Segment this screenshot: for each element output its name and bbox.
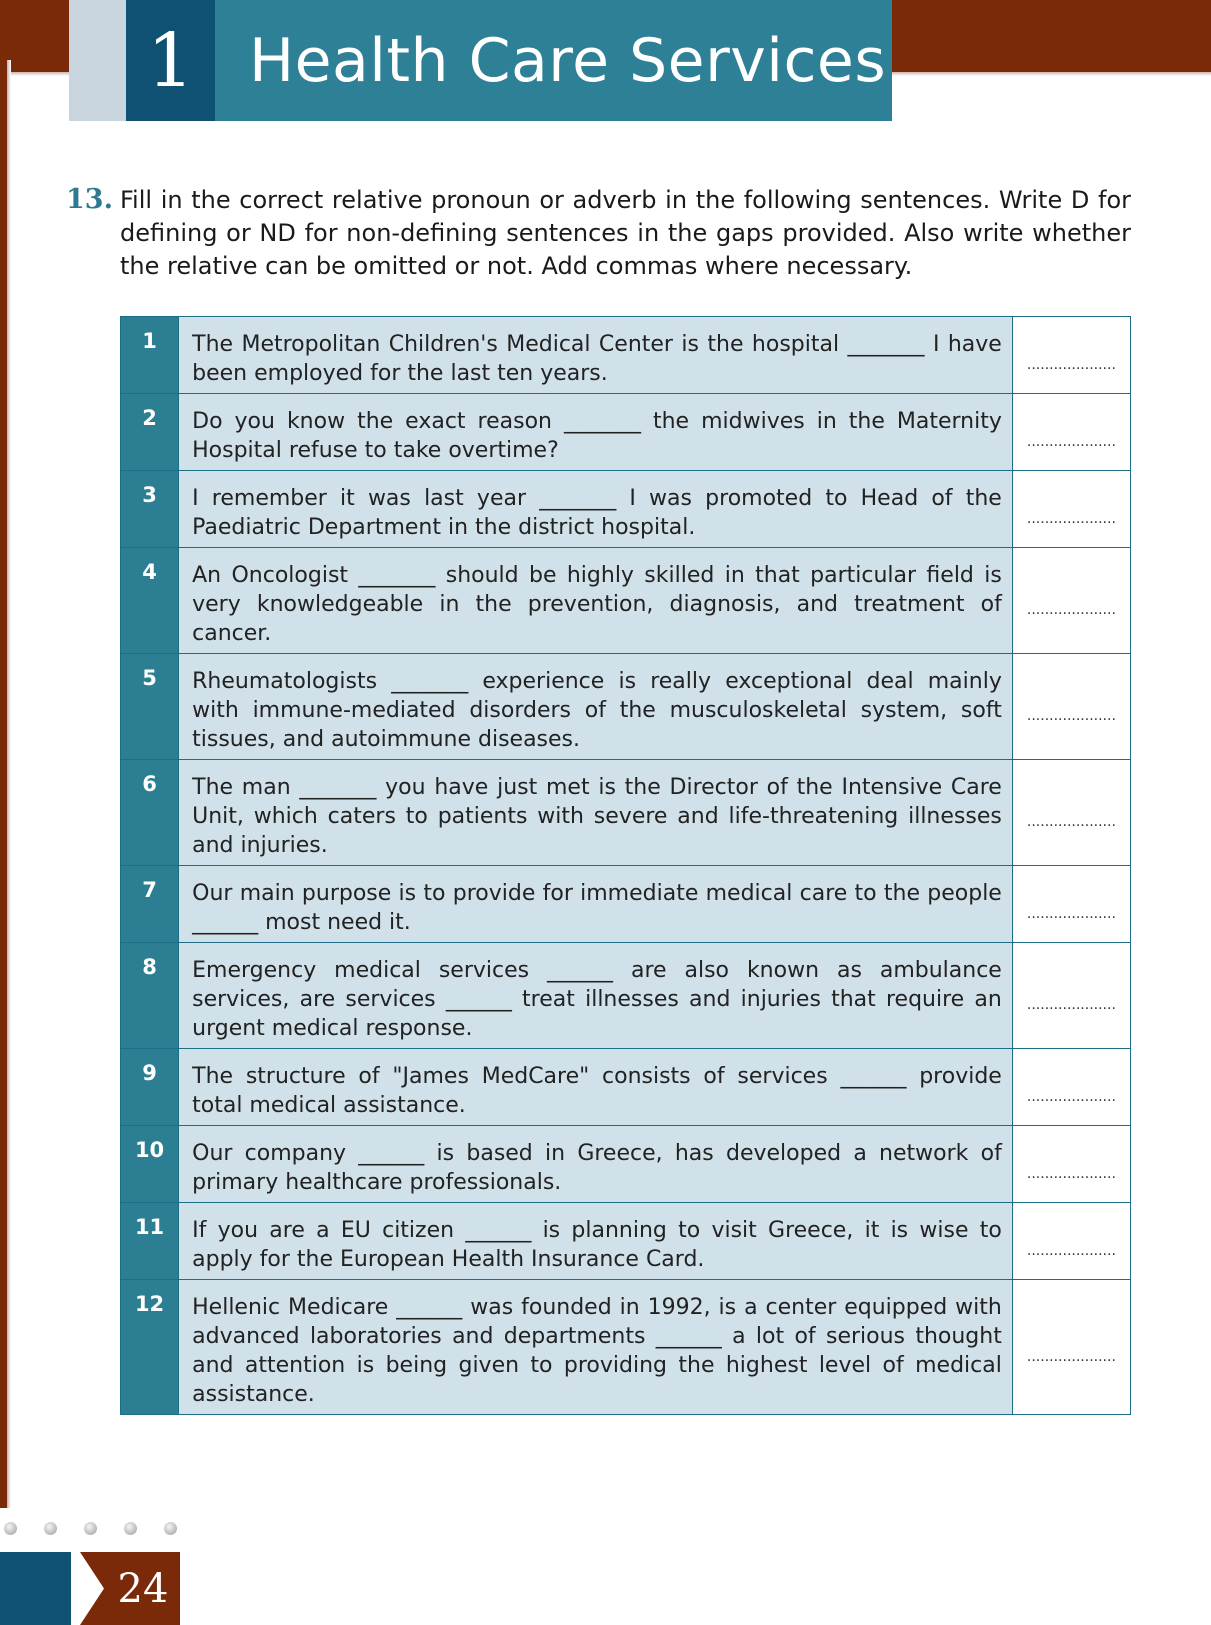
table-row [121, 866, 1131, 943]
answer-field[interactable] [1012, 1203, 1130, 1280]
row-number: 6 [121, 760, 179, 866]
answer-dots: .................... [1026, 356, 1116, 373]
header-accent-block [69, 0, 126, 121]
answer-field[interactable] [1012, 394, 1130, 471]
table-row [121, 654, 1131, 760]
instructions-text: Fill in the correct relative pronoun or adverb in the following sentences. Write D for defining or ND for non-defining sentences in the gaps provided. Also write whether the relative can be omitted or not. Add commas where necessary. [120, 186, 1131, 280]
unit-number: 1 [126, 0, 215, 121]
answer-field[interactable] [1012, 760, 1130, 866]
table-row [121, 471, 1131, 548]
answer-field[interactable] [1012, 866, 1130, 943]
answer-dots: .................... [1026, 433, 1116, 450]
sentence-text: Emergency medical services ______ are also known as ambulance services, are services ______ treat illnesses and injuries that require an urgent medical response. [179, 943, 1013, 1049]
row-number: 7 [121, 866, 179, 943]
sentence-text: An Oncologist _______ should be highly skilled in that particular field is very knowledgeable in the prevention, diagnosis, and treatment of cancer. [179, 548, 1013, 654]
answer-dots: .................... [1026, 708, 1116, 724]
answer-dots: .................... [1026, 1348, 1116, 1365]
row-number: 12 [121, 1280, 179, 1415]
row-number: 9 [121, 1049, 179, 1126]
answer-field[interactable] [1012, 1126, 1130, 1203]
sentence-text: Our main purpose is to provide for immediate medical care to the people ______ most need it. [179, 866, 1013, 943]
answer-field[interactable] [1012, 943, 1130, 1049]
dot-icon [164, 1522, 177, 1535]
answer-field[interactable] [1012, 1049, 1130, 1126]
sentence-text: The Metropolitan Children's Medical Center is the hospital _______ I have been employed for the last ten years. [179, 317, 1013, 394]
row-number: 5 [121, 654, 179, 760]
sentence-text: The structure of "James MedCare" consists of services ______ provide total medical assistance. [179, 1049, 1013, 1126]
answer-field[interactable] [1012, 471, 1130, 548]
table-row [121, 1126, 1131, 1203]
decorative-dots [0, 1522, 190, 1536]
answer-dots: .................... [1026, 814, 1116, 830]
row-number: 11 [121, 1203, 179, 1280]
dot-icon [4, 1522, 17, 1535]
dot-icon [84, 1522, 97, 1535]
exercise-number: 13. [66, 184, 113, 215]
table-row [121, 1049, 1131, 1126]
row-number: 3 [121, 471, 179, 548]
answer-field[interactable] [1012, 654, 1130, 760]
answer-dots: .................... [1026, 602, 1116, 618]
dot-icon [44, 1522, 57, 1535]
answer-dots: .................... [1026, 1165, 1116, 1182]
exercise-table [120, 316, 1131, 1415]
answer-dots: .................... [1026, 1242, 1116, 1259]
sentence-text: Hellenic Medicare ______ was founded in 1992, is a center equipped with advanced laboratories and departments ______ a lot of serious thought and attention is being given to providing the highest level of medical assistance. [179, 1280, 1013, 1415]
row-number: 4 [121, 548, 179, 654]
sentence-text: The man _______ you have just met is the Director of the Intensive Care Unit, which caters to patients with severe and life-threatening illnesses and injuries. [179, 760, 1013, 866]
answer-dots: .................... [1026, 1088, 1116, 1105]
sentence-text: Rheumatologists _______ experience is really exceptional deal mainly with immune-mediated disorders of the musculoskeletal system, soft tissues, and autoimmune diseases. [179, 654, 1013, 760]
footer-blue-block [0, 1552, 71, 1625]
table-row [121, 1280, 1131, 1415]
table-row [121, 394, 1131, 471]
row-number: 1 [121, 317, 179, 394]
unit-title: Health Care Services [215, 0, 892, 121]
left-decorative-rule [0, 60, 11, 1508]
answer-field[interactable] [1012, 548, 1130, 654]
sentence-text: Do you know the exact reason _______ the midwives in the Maternity Hospital refuse to take overtime? [179, 394, 1013, 471]
table-row [121, 760, 1131, 866]
table-row [121, 317, 1131, 394]
page-number: 24 [117, 1566, 169, 1612]
sentence-text: Our company ______ is based in Greece, has developed a network of primary healthcare professionals. [179, 1126, 1013, 1203]
sentence-text: I remember it was last year _______ I was promoted to Head of the Paediatric Department in the district hospital. [179, 471, 1013, 548]
row-number: 10 [121, 1126, 179, 1203]
answer-field[interactable] [1012, 317, 1130, 394]
row-number: 2 [121, 394, 179, 471]
answer-field[interactable] [1012, 1280, 1130, 1415]
dot-icon [124, 1522, 137, 1535]
table-row [121, 943, 1131, 1049]
table-row [121, 548, 1131, 654]
sentence-text: If you are a EU citizen ______ is planning to visit Greece, it is wise to apply for the European Health Insurance Card. [179, 1203, 1013, 1280]
table-row [121, 1203, 1131, 1280]
row-number: 8 [121, 943, 179, 1049]
answer-dots: .................... [1026, 510, 1116, 527]
answer-dots: .................... [1026, 997, 1116, 1013]
answer-dots: .................... [1026, 905, 1116, 922]
